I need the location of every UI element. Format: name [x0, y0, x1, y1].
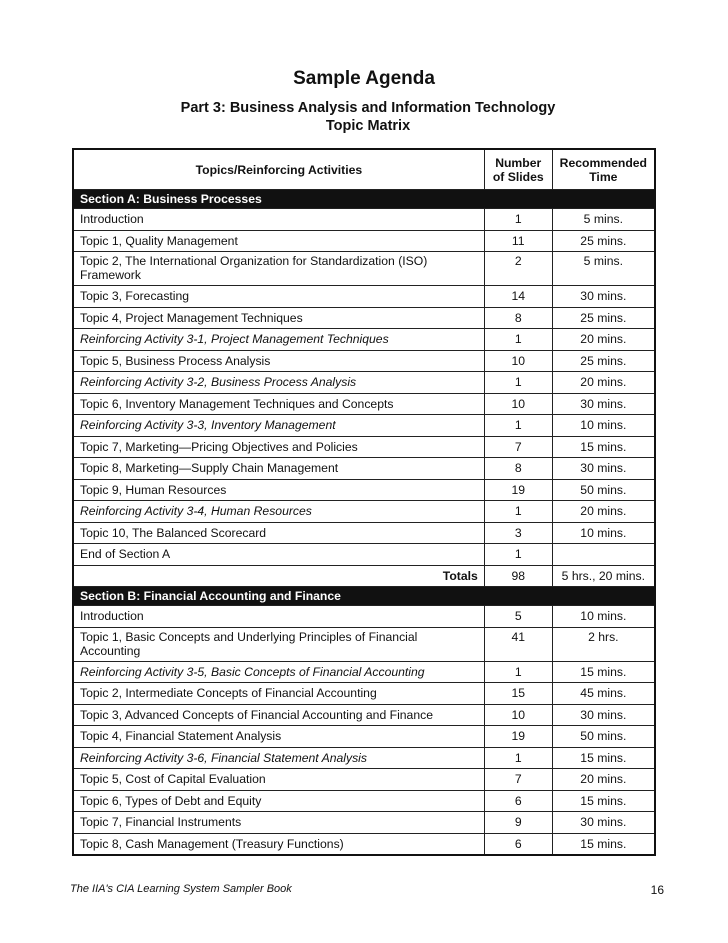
header-time-line-2: Time [589, 169, 618, 184]
topic-cell: Topic 5, Cost of Capital Evaluation [73, 769, 484, 791]
table-row [73, 415, 655, 437]
table-row [73, 747, 655, 769]
slides-cell: 1 [484, 661, 552, 683]
slides-cell: 14 [484, 286, 552, 308]
time-cell: 50 mins. [552, 726, 655, 748]
table-row [73, 307, 655, 329]
table-row [73, 479, 655, 501]
slides-cell: 41 [484, 627, 552, 661]
table-header-row [73, 149, 655, 190]
slides-cell: 1 [484, 329, 552, 351]
topic-cell: Topic 5, Business Process Analysis [73, 350, 484, 372]
topic-cell: Topic 4, Project Management Techniques [73, 307, 484, 329]
totals-slides: 98 [484, 565, 552, 587]
topic-cell: Reinforcing Activity 3-3, Inventory Management [73, 415, 484, 437]
time-cell: 15 mins. [552, 661, 655, 683]
header-topics: Topics/Reinforcing Activities [73, 149, 484, 190]
page-title: Sample Agenda [293, 68, 435, 89]
topic-cell: End of Section A [73, 544, 484, 566]
table-row [73, 501, 655, 523]
table-row [73, 606, 655, 628]
topic-cell: Topic 3, Advanced Concepts of Financial Accounting and Finance [73, 704, 484, 726]
slides-cell: 19 [484, 726, 552, 748]
topic-cell: Topic 8, Marketing—Supply Chain Management [73, 458, 484, 480]
table-row [73, 812, 655, 834]
slides-cell: 2 [484, 252, 552, 286]
time-cell: 25 mins. [552, 230, 655, 252]
topic-cell: Reinforcing Activity 3-4, Human Resources [73, 501, 484, 523]
topic-cell: Topic 7, Financial Instruments [73, 812, 484, 834]
time-cell: 15 mins. [552, 790, 655, 812]
time-cell: 30 mins. [552, 458, 655, 480]
time-cell: 15 mins. [552, 833, 655, 855]
footer-page-number: 16 [650, 883, 664, 897]
topic-cell: Topic 6, Types of Debt and Equity [73, 790, 484, 812]
time-cell: 5 mins. [552, 252, 655, 286]
table-row [73, 769, 655, 791]
topic-cell: Topic 2, The International Organization for Standardization (ISO) Framework [73, 252, 484, 286]
slides-cell: 1 [484, 209, 552, 231]
slides-cell: 1 [484, 372, 552, 394]
header-slides [484, 149, 552, 190]
table-row [73, 436, 655, 458]
totals-label: Totals [73, 565, 484, 587]
table-row [73, 372, 655, 394]
table-row [73, 393, 655, 415]
time-cell: 20 mins. [552, 372, 655, 394]
section-heading: Section A: Business Processes [73, 190, 655, 209]
time-cell: 10 mins. [552, 415, 655, 437]
topic-cell: Topic 10, The Balanced Scorecard [73, 522, 484, 544]
table-row [73, 833, 655, 855]
slides-cell: 10 [484, 350, 552, 372]
topic-cell: Topic 8, Cash Management (Treasury Functions) [73, 833, 484, 855]
time-cell: 25 mins. [552, 307, 655, 329]
slides-cell: 1 [484, 544, 552, 566]
table-row [73, 790, 655, 812]
topic-cell: Topic 4, Financial Statement Analysis [73, 726, 484, 748]
header-slides-line-1: Number [495, 155, 542, 170]
slides-cell: 5 [484, 606, 552, 628]
section-heading: Section B: Financial Accounting and Finance [73, 587, 655, 606]
time-cell: 10 mins. [552, 522, 655, 544]
slides-cell: 6 [484, 833, 552, 855]
time-cell: 30 mins. [552, 393, 655, 415]
totals-row [73, 565, 655, 587]
table-row [73, 627, 655, 661]
slides-cell: 15 [484, 683, 552, 705]
time-cell: 25 mins. [552, 350, 655, 372]
time-cell: 45 mins. [552, 683, 655, 705]
topic-cell: Topic 2, Intermediate Concepts of Financial Accounting [73, 683, 484, 705]
slides-cell: 7 [484, 769, 552, 791]
slides-cell: 1 [484, 501, 552, 523]
time-cell: 20 mins. [552, 329, 655, 351]
topic-cell: Reinforcing Activity 3-1, Project Management Techniques [73, 329, 484, 351]
table-row [73, 683, 655, 705]
table-body [73, 190, 655, 856]
table-row [73, 458, 655, 480]
topic-cell: Reinforcing Activity 3-2, Business Process Analysis [73, 372, 484, 394]
time-cell: 2 hrs. [552, 627, 655, 661]
slides-cell: 8 [484, 458, 552, 480]
section-heading-row [73, 587, 655, 606]
topic-cell: Topic 1, Basic Concepts and Underlying Principles of Financial Accounting [73, 627, 484, 661]
footer-book-title: The IIA's CIA Learning System Sampler Book [70, 883, 292, 895]
table-row [73, 704, 655, 726]
slides-cell: 8 [484, 307, 552, 329]
header-time [552, 149, 655, 190]
slides-cell: 6 [484, 790, 552, 812]
time-cell: 15 mins. [552, 747, 655, 769]
header-time-line-1: Recommended [559, 155, 648, 170]
page-subtitle [0, 99, 728, 135]
totals-time: 5 hrs., 20 mins. [552, 565, 655, 587]
section-heading-row [73, 190, 655, 209]
time-cell: 30 mins. [552, 704, 655, 726]
time-cell: 30 mins. [552, 286, 655, 308]
slides-cell: 1 [484, 747, 552, 769]
time-cell: 20 mins. [552, 769, 655, 791]
time-cell: 15 mins. [552, 436, 655, 458]
time-cell: 10 mins. [552, 606, 655, 628]
time-cell: 20 mins. [552, 501, 655, 523]
topic-cell: Introduction [73, 606, 484, 628]
time-cell: 5 mins. [552, 209, 655, 231]
slides-cell: 11 [484, 230, 552, 252]
table-row [73, 252, 655, 286]
topic-cell: Topic 3, Forecasting [73, 286, 484, 308]
slides-cell: 10 [484, 393, 552, 415]
slides-cell: 3 [484, 522, 552, 544]
topic-cell: Topic 7, Marketing—Pricing Objectives and Policies [73, 436, 484, 458]
header-slides-line-2: of Slides [492, 169, 544, 184]
slides-cell: 1 [484, 415, 552, 437]
subtitle-line-1: Part 3: Business Analysis and Information Technology [180, 100, 556, 116]
table-row [73, 329, 655, 351]
table-row [73, 522, 655, 544]
slides-cell: 10 [484, 704, 552, 726]
table-row [73, 726, 655, 748]
table-row [73, 230, 655, 252]
slides-cell: 7 [484, 436, 552, 458]
topic-cell: Introduction [73, 209, 484, 231]
table-row [73, 209, 655, 231]
table-row [73, 661, 655, 683]
subtitle-line-2: Topic Matrix [325, 118, 411, 134]
slides-cell: 19 [484, 479, 552, 501]
topic-cell: Reinforcing Activity 3-6, Financial Statement Analysis [73, 747, 484, 769]
topic-cell: Topic 6, Inventory Management Techniques and Concepts [73, 393, 484, 415]
table-row [73, 544, 655, 566]
time-cell [552, 544, 655, 566]
topic-cell: Reinforcing Activity 3-5, Basic Concepts of Financial Accounting [73, 661, 484, 683]
topic-cell: Topic 9, Human Resources [73, 479, 484, 501]
table-row [73, 286, 655, 308]
time-cell: 50 mins. [552, 479, 655, 501]
slides-cell: 9 [484, 812, 552, 834]
topic-matrix-table [72, 148, 656, 856]
time-cell: 30 mins. [552, 812, 655, 834]
table-row [73, 350, 655, 372]
topic-cell: Topic 1, Quality Management [73, 230, 484, 252]
